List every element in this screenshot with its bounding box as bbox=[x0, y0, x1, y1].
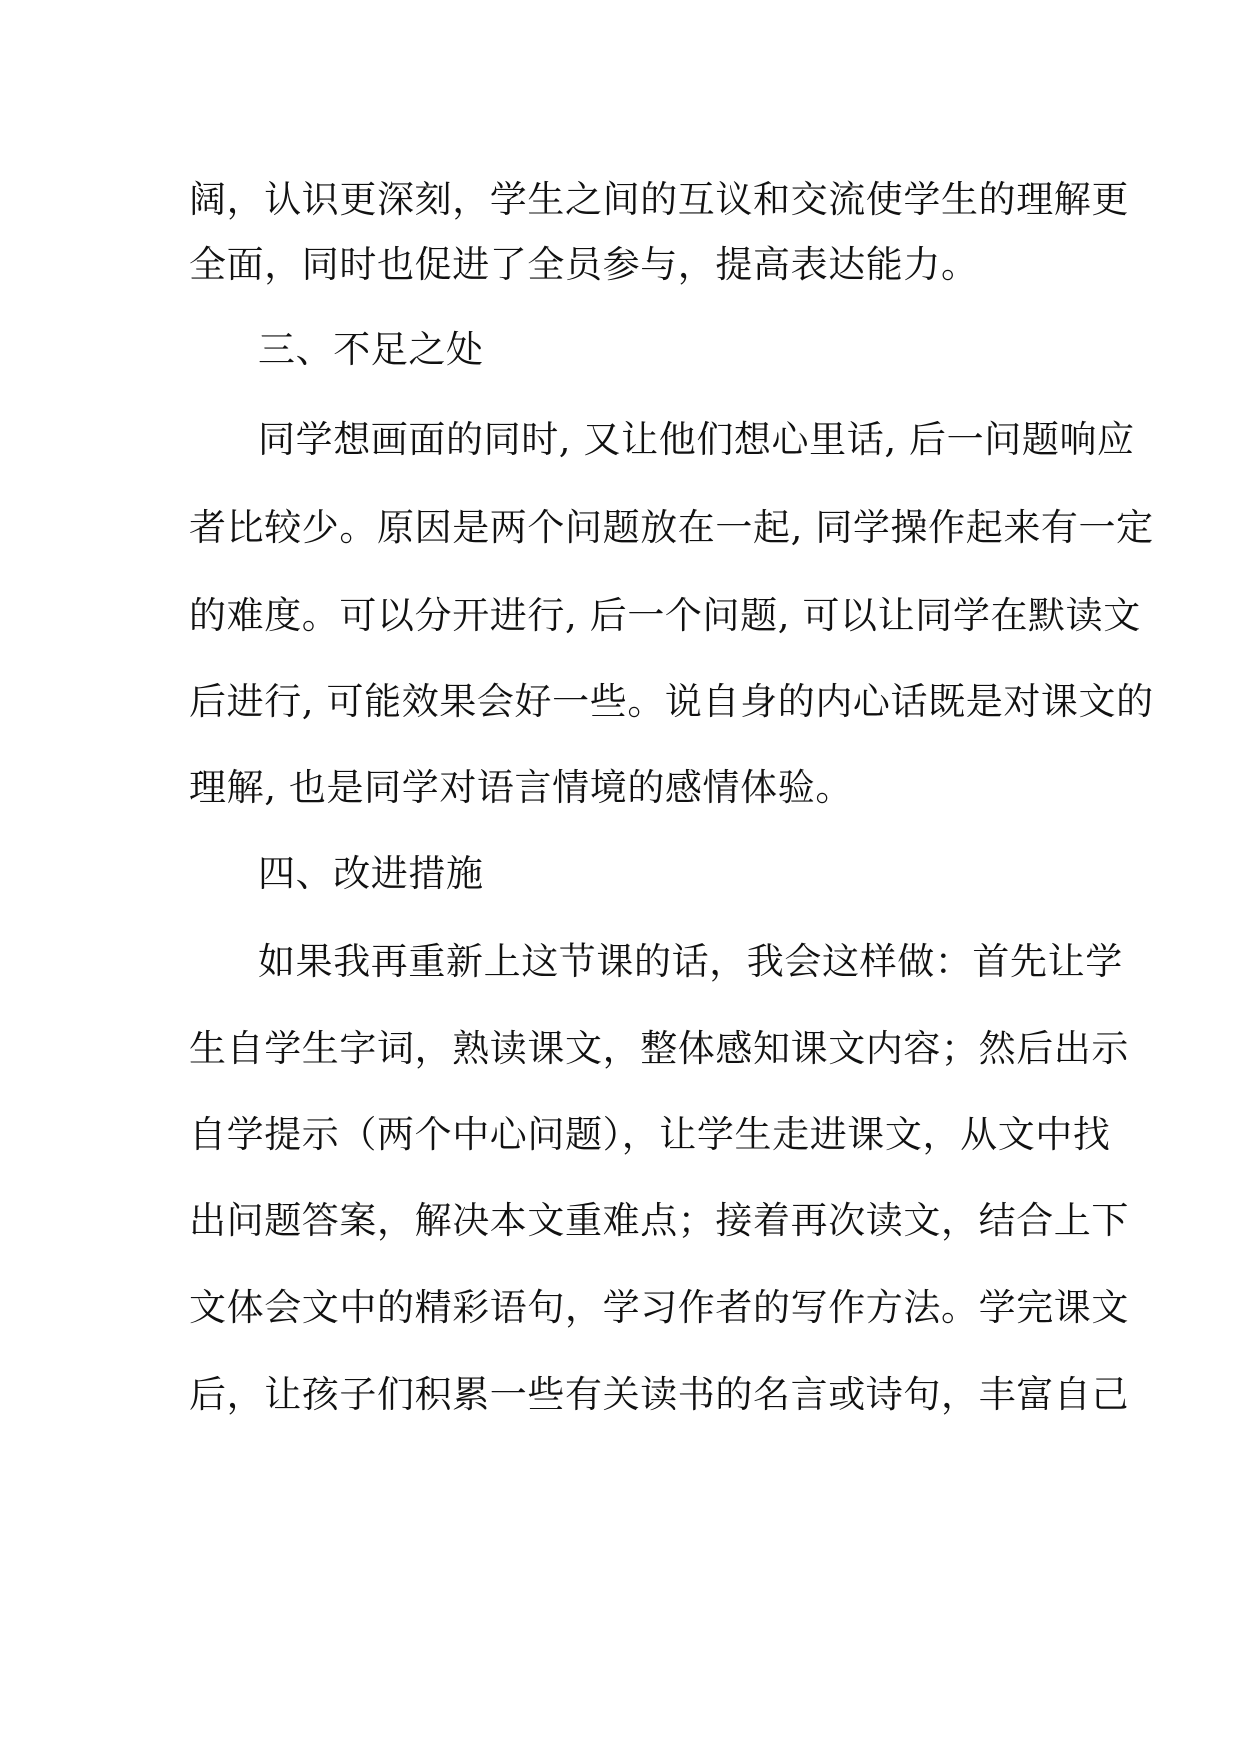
paragraph-first-line: 同学想画面的同时, 又让他们想心里话, 后一问题响应 bbox=[258, 418, 1135, 461]
paragraph-first-line: 如果我再重新上这节课的话，我会这样做：首先让学 bbox=[258, 940, 1123, 983]
text-line: 的难度。可以分开进行, 后一个问题, 可以让同学在默读文 bbox=[189, 594, 1141, 637]
text-line: 阔，认识更深刻，学生之间的互议和交流使学生的理解更 bbox=[189, 178, 1129, 221]
text-line: 生自学生字词，熟读课文，整体感知课文内容；然后出示 bbox=[189, 1027, 1129, 1070]
text-line: 后进行, 可能效果会好一些。说自身的内心话既是对课文的 bbox=[189, 680, 1154, 723]
section-heading: 四、改进措施 bbox=[258, 852, 484, 895]
text-line: 后，让孩子们积累一些有关读书的名言或诗句，丰富自己 bbox=[189, 1373, 1129, 1416]
text-line: 理解, 也是同学对语言情境的感情体验。 bbox=[189, 766, 853, 809]
text-line: 文体会文中的精彩语句，学习作者的写作方法。学完课文 bbox=[189, 1286, 1129, 1329]
text-line: 全面，同时也促进了全员参与，提高表达能力。 bbox=[189, 243, 979, 286]
text-line: 自学提示（两个中心问题），让学生走进课文，从文中找 bbox=[189, 1113, 1111, 1156]
text-line: 者比较少。原因是两个问题放在一起, 同学操作起来有一定 bbox=[189, 506, 1154, 549]
section-heading: 三、不足之处 bbox=[258, 328, 484, 371]
text-line: 出问题答案，解决本文重难点；接着再次读文，结合上下 bbox=[189, 1199, 1129, 1242]
